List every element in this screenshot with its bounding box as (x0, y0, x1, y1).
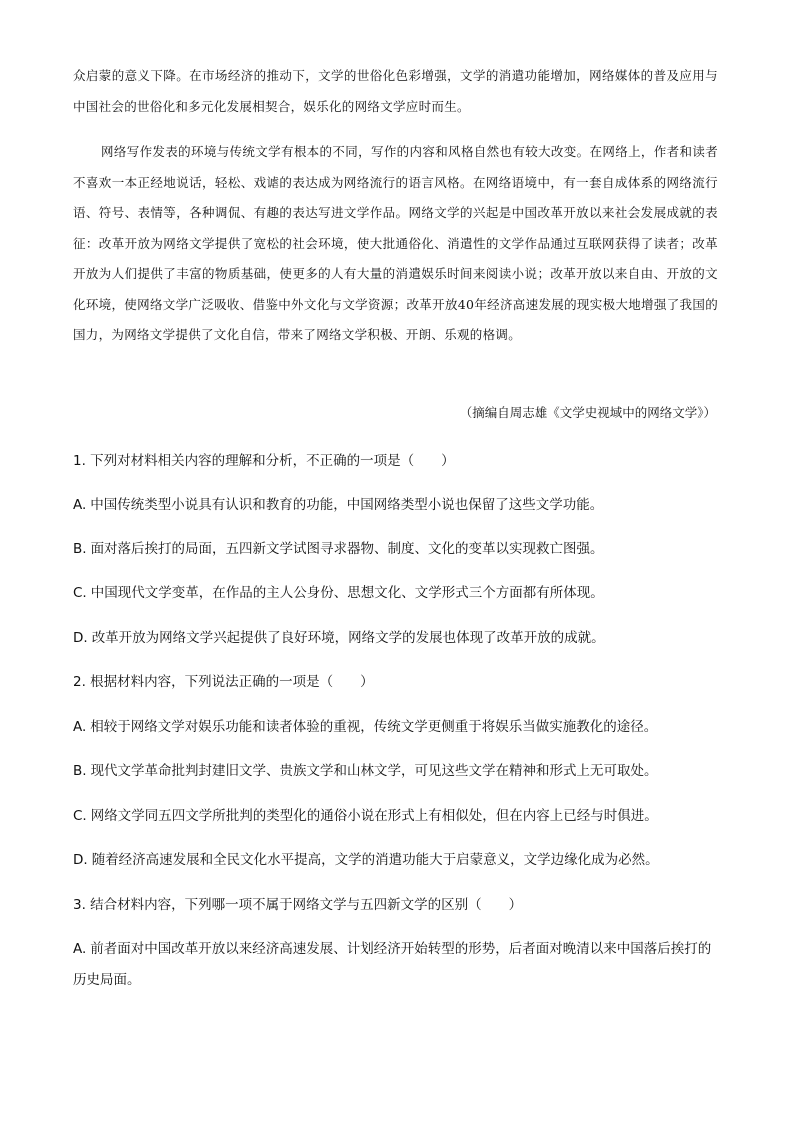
option-label: C. (73, 808, 87, 824)
passage-source-citation: （摘编自周志雄《文学史视域中的网络文学》） (459, 405, 716, 420)
option-label: C. (73, 585, 87, 601)
option-label: D. (73, 630, 88, 646)
question-1-option-d (73, 623, 718, 654)
question-2-option-b (73, 756, 718, 787)
question-1-option-b (73, 534, 718, 565)
option-text: 前者面对中国改革开放以来经济高速发展、计划经济开始转型的形势，后者面对晚清以来中国落后挨打的历史局面。 (73, 941, 712, 988)
option-text: 面对落后挨打的局面，五四新文学试图寻求器物、制度、文化的变革以实现救亡图强。 (90, 541, 604, 557)
option-text: 现代文学革命批判封建旧文学、贵族文学和山林文学，可见这些文学在精神和形式上无可取处。 (90, 763, 658, 779)
option-text: 改革开放为网络文学兴起提供了良好环境，网络文学的发展也体现了改革开放的成就。 (91, 630, 605, 646)
option-text: 中国传统类型小说具有认识和教育的功能，中国网络类型小说也保留了这些文学功能。 (90, 497, 604, 513)
question-2-option-c (73, 801, 718, 832)
option-label: A. (73, 497, 87, 513)
passage-paragraph-2: 网络写作发表的环境与传统文学有根本的不同，写作的内容和风格自然也有较大改变。在网络上，作者和读者不喜欢一本正经地说话，轻松、戏谑的表达成为网络流行的语言风格。在网络语境中，有一套自成体系的网络流行语、符号、表情等，各种调侃、有趣的表达写进文学作品。网络文学的兴起是中国改革开放以来社会发展成就的表征：改革开放为网络文学提供了宽松的社会环境，使大批通俗化、消遣性的文学作品通过互联网获得了读者；改革开放为人们提供了丰富的物质基础，使更多的人有大量的消遣娱乐时间来阅读小说；改革开放以来自由、开放的文化环境，使网络文学广泛吸收、借鉴中外文化与文学资源；改革开放40年经济高速发展的现实极大地增强了我国的国力，为网络文学提供了文化自信，带来了网络文学积极、开朗、乐观的格调。 (73, 144, 718, 342)
question-2-stem: 2. 根据材料内容，下列说法正确的一项是（ ） (73, 674, 374, 690)
question-2-option-d (73, 845, 718, 876)
option-label: A. (73, 719, 87, 735)
option-label: A. (73, 941, 87, 957)
option-text: 网络文学同五四文学所批判的类型化的通俗小说在形式上有相似处，但在内容上已经与时俱进。 (90, 808, 658, 824)
question-1-option-a (73, 490, 718, 521)
option-text: 中国现代文学变革，在作品的主人公身份、思想文化、文学形式三个方面都有所体现。 (90, 585, 604, 601)
question-1-stem: 1. 下列对材料相关内容的理解和分析，不正确的一项是（ ） (73, 453, 455, 469)
option-text: 随着经济高速发展和全民文化水平提高，文学的消遣功能大于启蒙意义，文学边缘化成为必然。 (91, 852, 659, 868)
question-2-option-a (73, 712, 718, 743)
option-label: D. (73, 852, 88, 868)
question-3-option-a (73, 934, 718, 996)
option-label: B. (73, 541, 87, 557)
question-3-stem: 3. 结合材料内容，下列哪一项不属于网络文学与五四新文学的区别（ ） (73, 897, 523, 913)
passage-paragraph-1: 众启蒙的意义下降。在市场经济的推动下，文学的世俗化色彩增强，文学的消遣功能增加，网络媒体的普及应用与中国社会的世俗化和多元化发展相契合，娱乐化的网络文学应时而生。 (73, 68, 718, 114)
option-text: 相较于网络文学对娱乐功能和读者体验的重视，传统文学更侧重于将娱乐当做实施教化的途径。 (90, 719, 658, 735)
question-1-option-c (73, 578, 718, 609)
option-label: B. (73, 763, 87, 779)
